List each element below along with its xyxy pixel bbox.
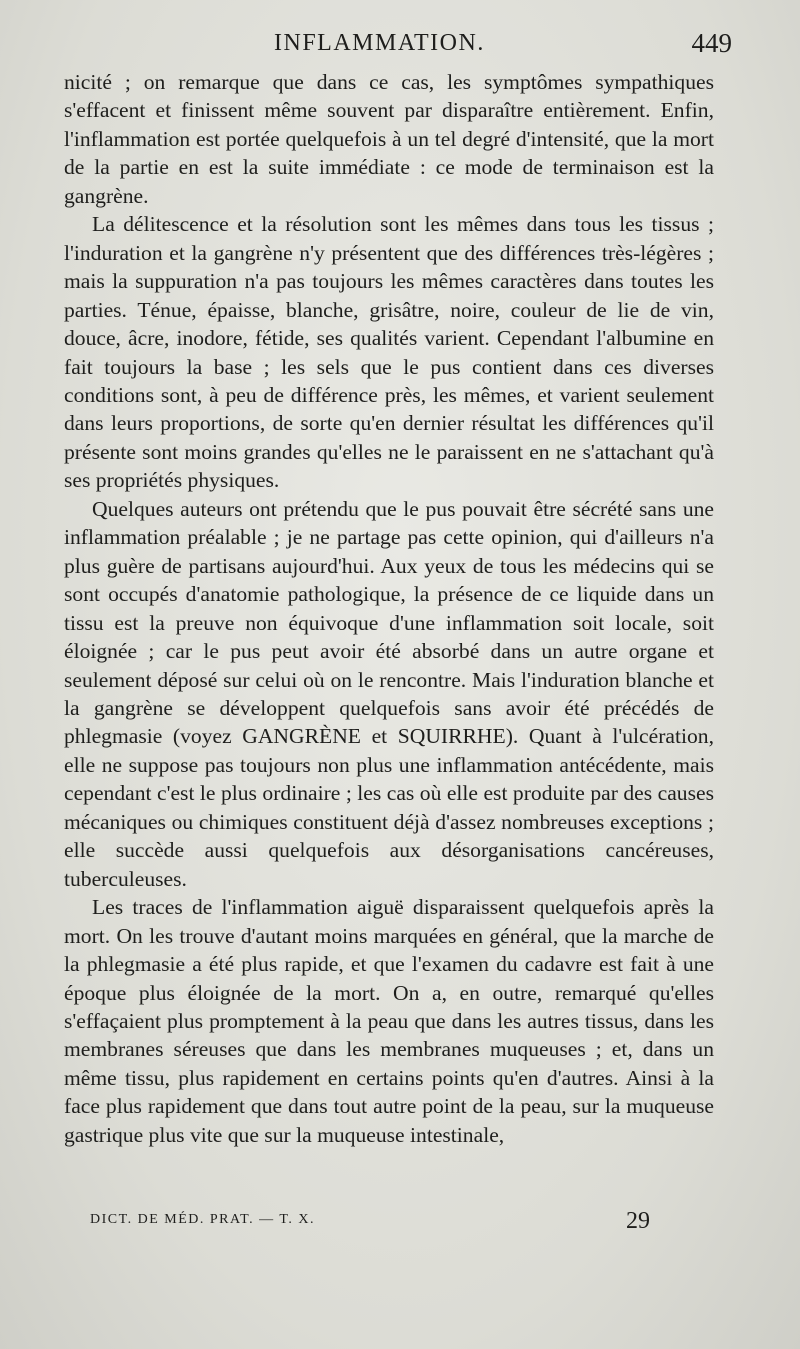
running-title: INFLAMMATION. bbox=[274, 30, 485, 56]
page-header bbox=[64, 28, 732, 66]
sheet-number: 29 bbox=[626, 1208, 650, 1234]
paragraph-4: Les traces de l'inflammation aiguë disparaissent quelquefois après la mort. On les trouve d'autant moins marquées en général, que la marche de la phlegmasie a été plus rapide, et que l'examen du cadavre est fait à une époque plus éloignée de la mort. On a, en outre, remarqué qu'elles s'effaçaient plus promptement à la peau que dans les autres tissus, dans les membranes séreuses que dans les membranes muqueuses ; et, dans un même tissu, plus rapidement en certains points qu'en d'autres. Ainsi à la face plus rapidement que dans tout autre point de la peau, sur la muqueuse gastrique plus vite que sur la muqueuse intestinale, bbox=[64, 895, 714, 1147]
paragraph-1: nicité ; on remarque que dans ce cas, les symptômes sympathiques s'effacent et finissent même souvent par disparaître entièrement. Enfin, l'inflammation est portée quelquefois à un tel degré d'intensité, que la mort de la partie en est la suite immédiate : ce mode de terminaison est la gangrène. bbox=[64, 70, 714, 208]
paragraph-2: La délitescence et la résolution sont les mêmes dans tous les tissus ; l'induration et la gangrène n'y présentent que des différences très-légères ; mais la suppuration n'a pas toujours les mêmes caractères dans toutes les parties. Ténue, épaisse, blanche, grisâtre, noire, couleur de lie de vin, douce, âcre, inodore, fétide, ses qualités varient. Cependant l'albumine en fait toujours la base ; les sels que le pus contient dans ces diverses conditions sont, à peu de différence près, les mêmes, et varient seulement dans leurs proportions, de sorte qu'en dernier résultat les différences qu'il présente sont moins grandes qu'elles ne le paraissent en ne s'attachant qu'à ses propriétés physiques. bbox=[64, 212, 714, 493]
signature-line: DICT. DE MÉD. PRAT. — T. X. bbox=[90, 1212, 315, 1227]
page-footer bbox=[90, 1208, 650, 1238]
body-text bbox=[64, 68, 714, 1149]
paragraph-3: Quelques auteurs ont prétendu que le pus pouvait être sécrété sans une inflammation préalable ; je ne partage pas cette opinion, qui d'ailleurs n'a plus guère de partisans aujourd'hui. Aux yeux de tous les médecins qui se sont occupés d'anatomie pathologique, la présence de ce liquide dans un tissu est la preuve non équivoque d'une inflammation soit locale, soit éloignée ; car le pus peut avoir été absorbé dans un autre organe et seulement déposé sur celui où on le rencontre. Mais l'induration blanche et la gangrène se développent quelquefois sans avoir été précédés de phlegmasie (voyez GANGRÈNE et SQUIRRHE). Quant à l'ulcération, elle ne suppose pas toujours non plus une inflammation antécédente, mais cependant c'est le plus ordinaire ; les cas où elle est produite par des causes mécaniques ou chimiques constituent déjà d'assez nombreuses exceptions ; elle succède aussi quelquefois aux désorganisations cancéreuses, tuberculeuses. bbox=[64, 496, 714, 891]
page-number: 449 bbox=[691, 28, 732, 58]
